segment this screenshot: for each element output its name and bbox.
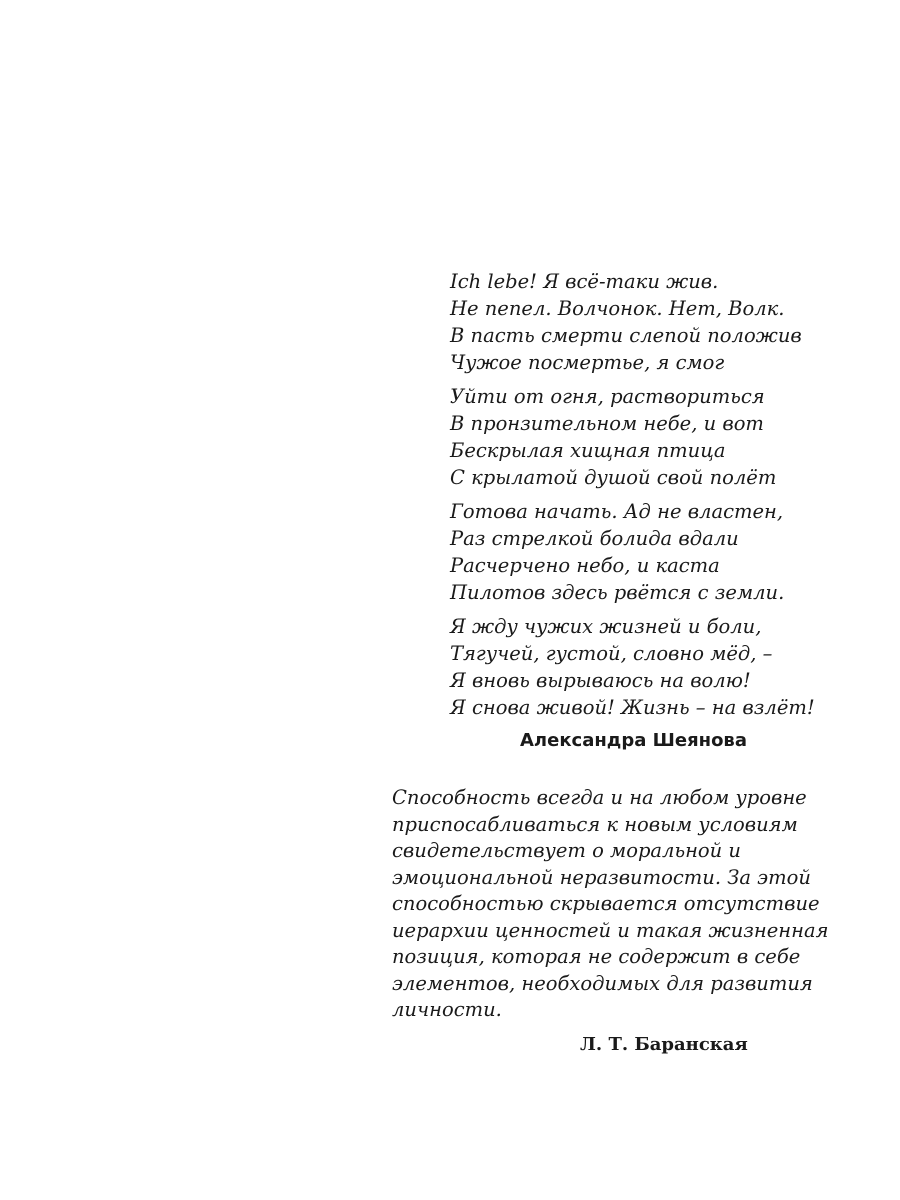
poem-line: Бескрылая хищная птица (450, 439, 726, 462)
poem-line: В пасть смерти слепой положив (450, 324, 802, 347)
poem-line: Пилотов здесь рвётся с земли. (450, 581, 785, 604)
quote-line: личности. (392, 998, 502, 1021)
poem-stanza-2 (450, 383, 870, 491)
poem-line: Тягучей, густой, словно мёд, – (450, 642, 773, 665)
poem-line: Я жду чужих жизней и боли, (450, 615, 762, 638)
poem-line: Я вновь вырываюсь на волю! (450, 669, 751, 692)
poem-line: С крылатой душой свой полёт (450, 466, 777, 489)
poem-line: Не пепел. Волчонок. Нет, Волк. (450, 297, 785, 320)
quote-line: позиция, которая не содержит в себе (392, 945, 801, 968)
quote-line: элементов, необходимых для развития (392, 971, 813, 995)
quote-line: способностью скрывается отсутствие (392, 892, 820, 915)
poem-line: Ich lebe! Я всё-таки жив. (450, 270, 719, 293)
poem-line: Готова начать. Ад не властен, (450, 500, 784, 523)
poem-line: Раз стрелкой болида вдали (450, 527, 739, 550)
quote-author: Л. Т. Баранская (580, 1034, 748, 1055)
poem-line: Уйти от огня, раствориться (450, 385, 765, 408)
poem-author: Александра Шеянова (520, 730, 747, 751)
epigraph-quote (392, 785, 852, 1024)
quote-line: иерархии ценностей и такая жизненная (392, 918, 829, 942)
poem-line: Чужое посмертье, я смог (450, 351, 725, 374)
quote-line: свидетельствует о моральной и (392, 839, 741, 862)
poem-line: Расчерчено небо, и каста (450, 554, 720, 577)
poem-line: В пронзительном небе, и вот (450, 412, 764, 435)
quote-line: эмоциональной неразвитости. За этой (392, 865, 811, 889)
quote-line: приспосабливаться к новым условиям (392, 812, 798, 836)
poem-stanza-3 (450, 498, 870, 606)
poem-line: Я снова живой! Жизнь – на взлёт! (450, 696, 815, 719)
poem-stanza-4 (450, 613, 870, 721)
quote-line: Способность всегда и на любом уровне (392, 786, 807, 809)
poem (450, 268, 870, 728)
poem-stanza-1 (450, 268, 870, 376)
